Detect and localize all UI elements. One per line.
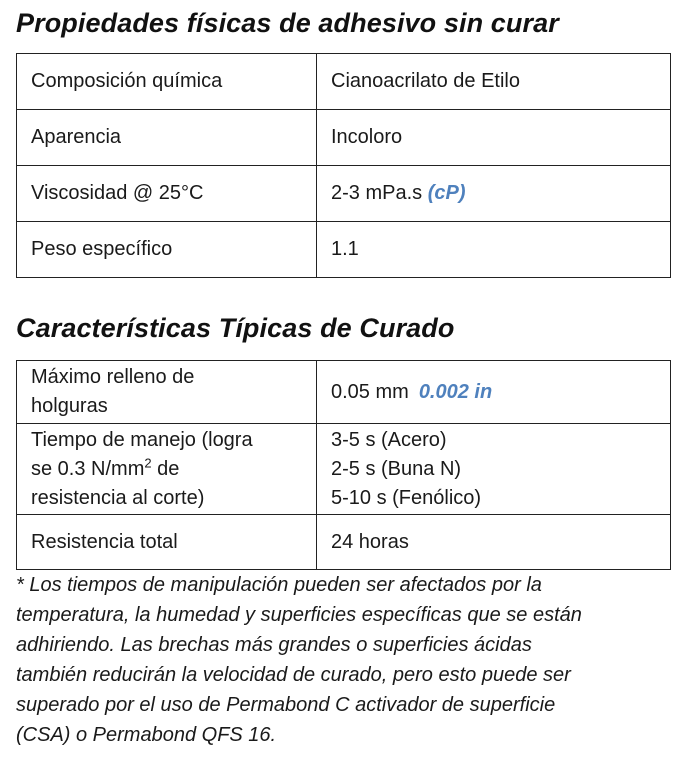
gap-fill-label-line1: Máximo relleno de [31,366,195,388]
handling-label-line1: Tiempo de manejo (logra [31,428,253,451]
property-value: 1.1 [317,222,671,278]
curing-characteristics-table [16,360,671,570]
table-row [17,110,671,166]
property-value-cell [317,166,671,222]
gap-fill-value-accent: 0.002 in [418,380,493,403]
curing-characteristics-title: Características Típicas de Curado [16,313,455,343]
uncured-properties-title: Propiedades físicas de adhesivo sin curar [16,8,559,38]
footnote-line: * Los tiempos de manipulación pueden ser afectados por la [16,574,542,596]
footnote-line: adhiriendo. Las brechas más grandes o superficies ácidas [16,634,532,656]
property-value-cell [317,424,671,515]
footnote-line: temperatura, la humedad y superficies específicas que se están [16,604,582,626]
table-row [17,361,671,424]
table-row [17,515,671,570]
handling-label-line2-pre: se 0.3 N/mm [31,457,145,480]
property-label: Peso específico [17,222,317,278]
gap-fill-label-line2: holguras [31,395,108,417]
property-label [17,424,317,515]
handling-label-line2-post: de [151,457,180,480]
table-row [17,222,671,278]
property-label: Resistencia total [17,515,317,570]
uncured-properties-table [16,53,671,278]
superscript-2: 2 [144,454,152,470]
property-label: Composición química [17,54,317,110]
property-label: Viscosidad @ 25°C [17,166,317,222]
viscosity-unit-accent: (cP) [427,182,466,204]
footnote-line: también reducirán la velocidad de curado, pero esto puede ser [16,664,571,686]
table-row [17,166,671,222]
handling-value-buna: 2-5 s (Buna N) [331,457,462,480]
property-label: Aparencia [17,110,317,166]
footnote-line: (CSA) o Permabond QFS 16. [16,724,277,746]
handling-value-phenolic: 5-10 s (Fenólico) [331,486,482,509]
property-value: Incoloro [317,110,671,166]
property-value-cell [317,361,671,424]
table-row [17,54,671,110]
property-label [17,361,317,424]
table-row [17,424,671,515]
property-value: 24 horas [317,515,671,570]
gap-fill-value: 0.05 mm [331,380,409,403]
viscosity-value: 2-3 mPa.s [331,182,423,204]
handling-label-line3: resistencia al corte) [31,486,205,509]
footnote-line: superado por el uso de Permabond C activador de superficie [16,694,556,716]
footnote [16,570,678,750]
property-value: Cianoacrilato de Etilo [317,54,671,110]
handling-value-steel: 3-5 s (Acero) [331,428,447,451]
